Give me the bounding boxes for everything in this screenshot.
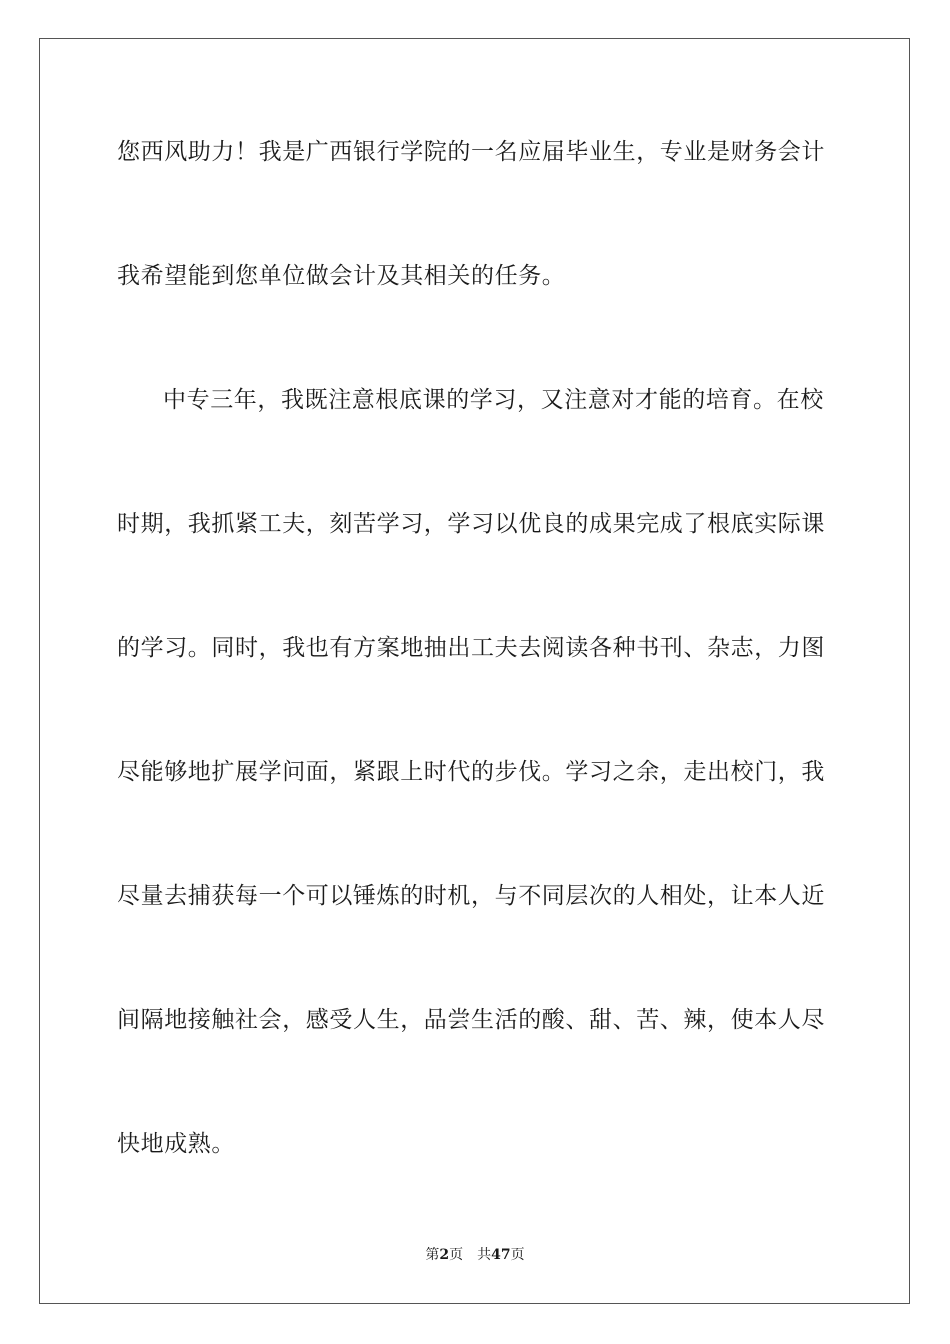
page-footer [0, 1246, 950, 1264]
paragraph-line-5: 的学习。同时，我也有方案地抽出工夫去阅读各种书刊、杂志，力图 [117, 635, 825, 661]
paragraph-line-3: 中专三年，我既注意根底课的学习，又注意对才能的培育。在校 [163, 387, 824, 413]
paragraph-line-4: 时期，我抓紧工夫，刻苦学习，学习以优良的成果完成了根底实际课 [117, 511, 825, 537]
paragraph-line-1: 您西风助力！我是广西银行学院的一名应届毕业生，专业是财务会计 [117, 139, 825, 165]
paragraph-line-8: 间隔地接触社会，感受人生，品尝生活的酸、甜、苦、辣，使本人尽 [117, 1007, 825, 1033]
page-frame [39, 38, 910, 1304]
paragraph-line-9: 快地成熟。 [117, 1131, 235, 1157]
paragraph-line-6: 尽能够地扩展学问面，紧跟上时代的步伐。学习之余，走出校门，我 [117, 759, 825, 785]
paragraph-line-2: 我希望能到您单位做会计及其相关的任务。 [117, 263, 566, 289]
total-prefix: 共 [477, 1247, 492, 1263]
page-suffix: 页 [449, 1247, 464, 1263]
total-pages: 47 [491, 1247, 511, 1263]
paragraph-line-7: 尽量去捕获每一个可以锤炼的时机，与不同层次的人相处，让本人近 [117, 883, 825, 909]
page-number: 2 [439, 1247, 450, 1263]
total-suffix: 页 [510, 1247, 525, 1263]
page-prefix: 第 [425, 1247, 440, 1263]
